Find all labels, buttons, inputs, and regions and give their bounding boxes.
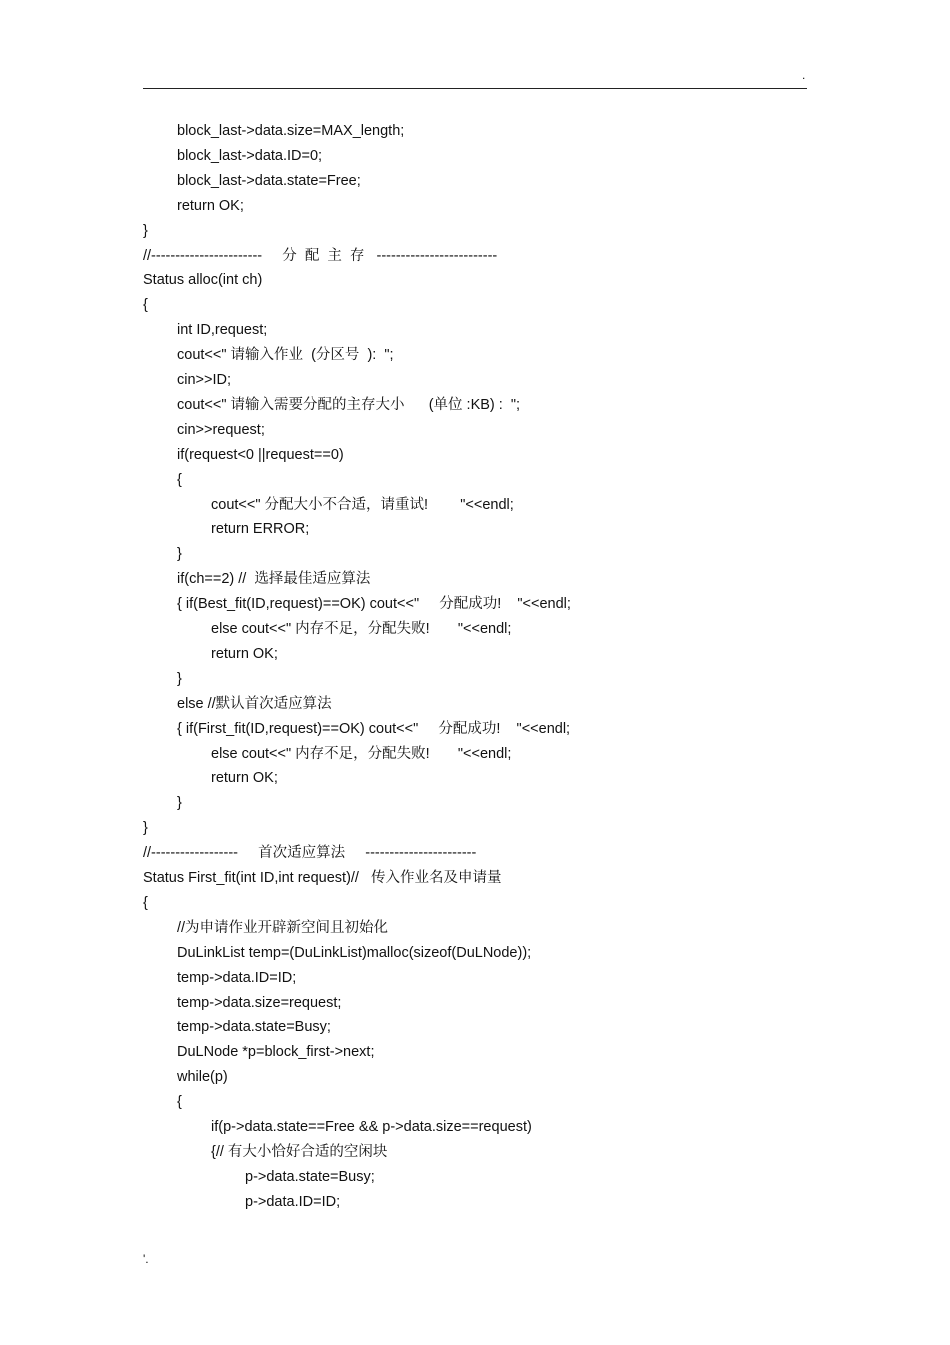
code-line: temp->data.size=request; (177, 994, 342, 1011)
code-line: block_last->data.ID=0; (177, 147, 323, 164)
code-line: cout<<" 请输入需要分配的主存大小 (单位 :KB) : "; (177, 396, 521, 413)
code-line: cout<<" 请输入作业 (分区号 ): "; (177, 347, 394, 364)
code-line: { (143, 894, 148, 911)
code-line: cin>>ID; (177, 372, 231, 388)
code-line: {// 有大小恰好合适的空闲块 (211, 1143, 388, 1160)
code-line: Status First_fit(int ID,int request)// 传入作业名及申请量 (143, 870, 502, 886)
code-line: } (143, 222, 148, 239)
code-line: p->data.ID=ID; (245, 1193, 341, 1210)
code-line: //为申请作业开辟新空间且初始化 (177, 919, 389, 936)
code-line: else cout<<" 内存不足，分配失败! "<<endl; (211, 621, 512, 637)
code-line: block_last->data.size=MAX_length; (177, 123, 405, 139)
footer-mark: '. (143, 1252, 149, 1266)
code-line: { (177, 1094, 182, 1111)
code-line: //------------------ 首次适应算法 ----------------------- (143, 845, 477, 862)
code-line: if(ch==2) // 选择最佳适应算法 (177, 571, 371, 588)
code-line: block_last->data.state=Free; (177, 172, 361, 189)
code-line: return OK; (177, 197, 244, 214)
code-line: cin>>request; (177, 421, 265, 438)
code-line: else //默认首次适应算法 (177, 695, 332, 712)
code-line: { if(Best_fit(ID,request)==OK) cout<<" 分配成功! "<<endl; (177, 596, 571, 613)
code-line: } (177, 795, 182, 812)
code-line: if(p->data.state==Free && p->data.size==request) (211, 1119, 532, 1135)
code-line: else cout<<" 内存不足，分配失败! "<<endl; (211, 745, 512, 762)
code-line: temp->data.ID=ID; (177, 969, 297, 986)
code-line: temp->data.state=Busy; (177, 1019, 331, 1036)
code-line: DuLNode *p=block_first->next; (177, 1044, 375, 1061)
code-line: { if(First_fit(ID,request)==OK) cout<<" 分配成功! "<<endl; (177, 720, 571, 737)
code-line: { (177, 471, 182, 488)
code-line: } (143, 820, 148, 837)
code-line: { (143, 297, 148, 314)
header-mark: . (802, 68, 806, 82)
code-line: cout<<" 分配大小不合适，请重试! "<<endl; (211, 496, 514, 513)
code-line: return OK; (211, 645, 278, 662)
code-line: } (177, 546, 182, 563)
code-line: while(p) (177, 1069, 228, 1086)
code-line: return ERROR; (211, 521, 310, 538)
code-line: DuLinkList temp=(DuLinkList)malloc(sizeof(DuLNode)); (177, 944, 532, 961)
code-line: if(request<0 ||request==0) (177, 446, 344, 463)
code-line: p->data.state=Busy; (245, 1168, 375, 1185)
header-rule (143, 88, 807, 89)
code-line: //----------------------- 分 配 主 存 ------------------------- (143, 247, 498, 264)
code-line: } (177, 670, 182, 687)
code-line: return OK; (211, 770, 278, 787)
code-line: int ID,request; (177, 322, 268, 339)
code-line: Status alloc(int ch) (143, 272, 263, 289)
